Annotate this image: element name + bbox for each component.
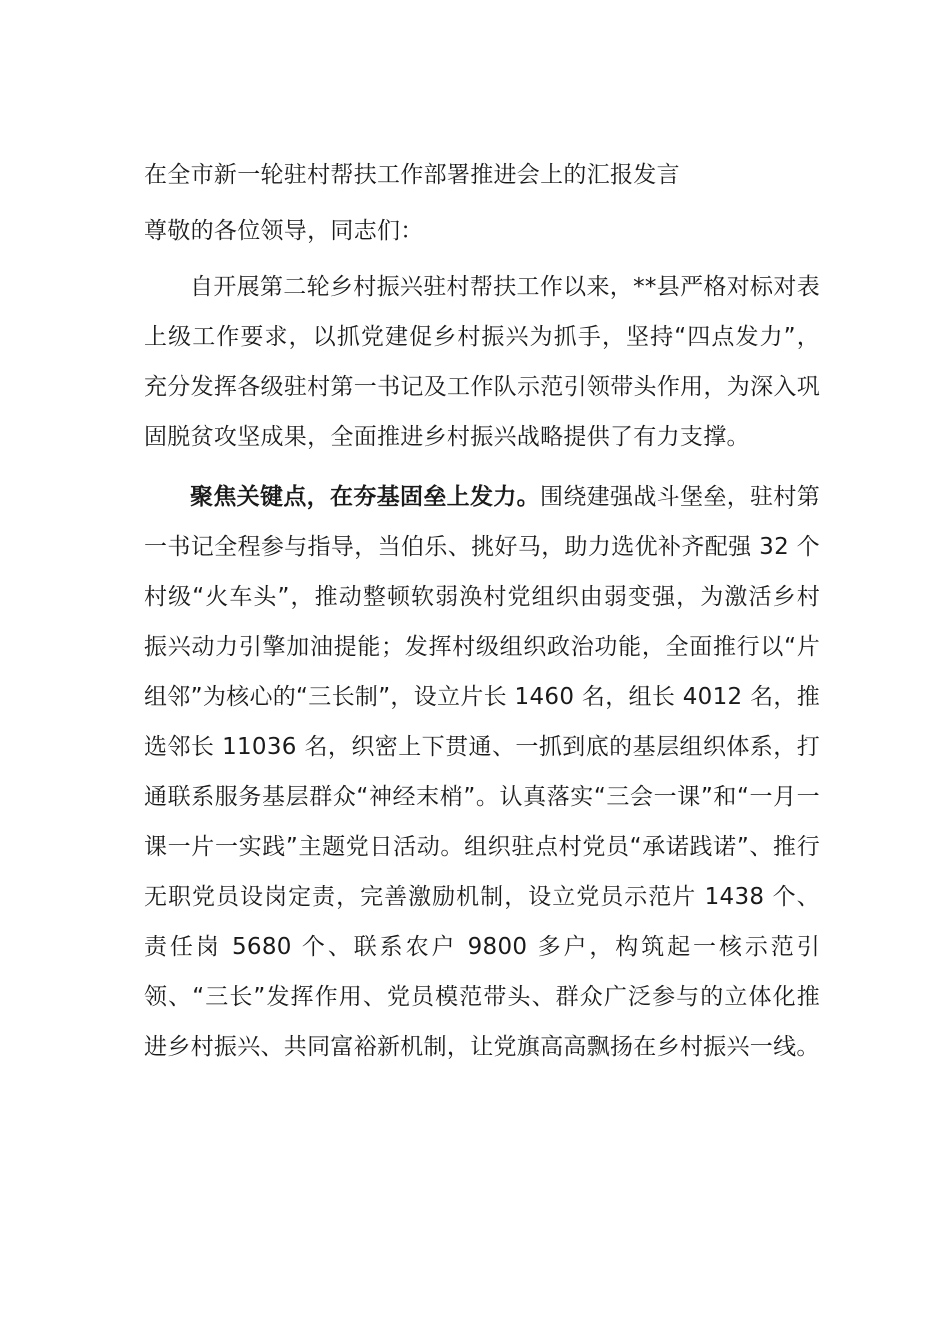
document-body <box>144 150 820 1082</box>
salutation: 尊敬的各位领导，同志们： <box>144 218 424 244</box>
intro-paragraph <box>144 262 820 462</box>
section-paragraph <box>144 472 820 1072</box>
paragraph-lead-heading: 聚焦关键点，在夯基固垒上发力。 <box>190 484 541 510</box>
document-title: 在全市新一轮驻村帮扶工作部署推进会上的汇报发言 <box>144 162 680 188</box>
paragraph-text: 自开展第二轮乡村振兴驻村帮扶工作以来，**县严格对标对表上级工作要求，以抓党建促乡村振兴为抓手，坚持“四点发力”，充分发挥各级驻村第一书记及工作队示范引领带头作用，为深入巩固脱贫攻坚成果，全面推进乡村振兴战略提供了有力支撑。 <box>144 274 820 450</box>
paragraph-text: 围绕建强战斗堡垒，驻村第一书记全程参与指导，当伯乐、挑好马，助力选优补齐配强 32 个村级“火车头”，推动整顿软弱涣村党组织由弱变强，为激活乡村振兴动力引擎加油提能；发挥村级组织政治功能，全面推行以“片组邻”为核心的“三长制”，设立片长 1460 名，组长 4012 名，推选邻长 11036 名，织密上下贯通、一抓到底的基层组织体系，打通联系服务基层群众“神经末梢”。认真落实“三会一课”和“一月一课一片一实践”主题党日活动。组织驻点村党员“承诺践诺”、推行无职党员设岗定责，完善激励机制，设立党员示范片 1438 个、责任岗 5680 个、联系农户 9800 多户，构筑起一核示范引领、“三长”发挥作用、党员模范带头、群众广泛参与的立体化推进乡村振兴、共同富裕新机制，让党旗高高飘扬在乡村振兴一线。 <box>144 484 820 1060</box>
